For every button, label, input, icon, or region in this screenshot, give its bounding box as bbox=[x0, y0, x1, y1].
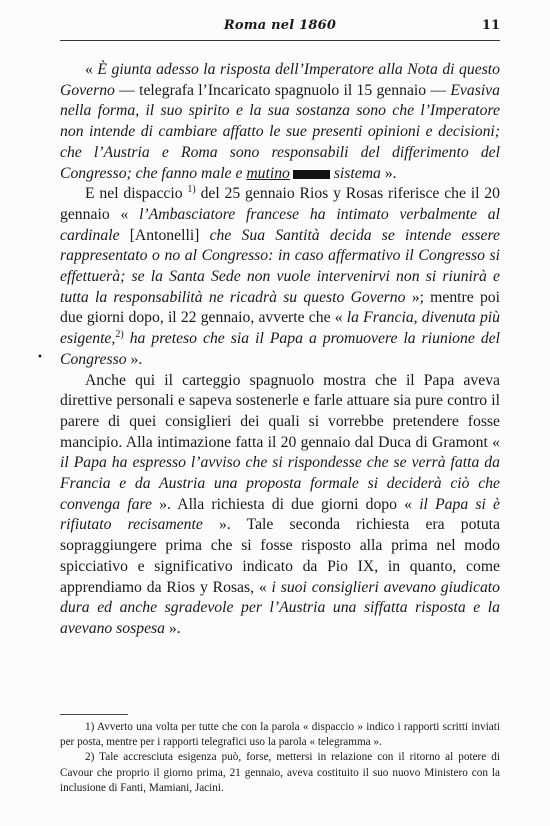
text-run: ». Alla richiesta di due giorni dopo « bbox=[151, 495, 420, 513]
paragraph bbox=[60, 184, 500, 370]
text-run: ». bbox=[165, 619, 181, 637]
footnote-ref: 2) bbox=[115, 328, 124, 340]
text-run: [Antonelli] bbox=[129, 226, 210, 244]
header-rule bbox=[60, 40, 500, 41]
footnote-number: 2) bbox=[85, 751, 95, 764]
italic-run: il Papa ha espresso l’avviso che si rispondesse che se verrà fatta da Francia e da Austria una proposta formale si deciderà ciò che convenga fare bbox=[60, 454, 500, 513]
text-run: E nel dispaccio bbox=[85, 185, 188, 203]
italic-run: ha preteso che sia il Papa a promuovere la riunione del Congresso bbox=[60, 330, 501, 368]
italic-run: il Papa si è rifiutato recisamente bbox=[60, 495, 501, 534]
text-run: »; mentre poi due giorni dopo, il 22 gennaio, avverte che « bbox=[60, 288, 500, 327]
italic-run: È giunta adesso la risposta dell’Imperatore alla Nota di questo Governo bbox=[60, 61, 501, 99]
italic-run: l’Ambasciatore francese ha intimato verbalmente al cardinale bbox=[60, 205, 500, 244]
footnotes bbox=[60, 720, 500, 796]
text-run: « bbox=[85, 61, 98, 78]
italic-run: che Sua Santità decida se intende essere rappresentato o no al Congresso: in caso affermativo il Congresso si effettuerà; se la Santa Sede non vuole intervenirvi non si riunirà e tutta la responsabilità ne ricadrà su questo Governo bbox=[60, 226, 500, 306]
text-run: ». bbox=[380, 164, 397, 182]
margin-mark: • bbox=[37, 352, 43, 363]
text-run: — telegrafa l’Incaricato spagnuolo il 15 gennaio — bbox=[114, 81, 451, 99]
footnote-text: Tale accresciuta esigenza può, forse, mettersi in relazione con il ritorno al potere di Cavour che proprio il giorno prima, 21 gennaio, aveva costituito il suo nuovo Ministero con la inclusione di Fanti, Mamiani, Jacini. bbox=[60, 751, 500, 794]
running-head bbox=[60, 18, 500, 42]
underlined-run: mutino bbox=[246, 164, 290, 182]
footnote-ref: 1) bbox=[187, 183, 196, 195]
footnote-rule bbox=[60, 714, 128, 715]
body-text bbox=[60, 60, 500, 640]
footnote bbox=[60, 720, 500, 750]
italic-run: i suoi consiglieri avevano giudicato dura ed anche sgradevole per l’Austria una siffatta risposta e la avevano sospesa bbox=[60, 578, 500, 637]
text-run: Anche qui il carteggio spagnuolo mostra che il Papa aveva direttive personali e sapeva sostenerle e farle attuare sia pure contro il parere di quei consiglieri dei quali si vorrebbe pretendere fosse mancipio. Alla intimazione fatta il 20 gennaio dal Duca di Gramont « bbox=[60, 371, 500, 451]
italic-run: sistema bbox=[329, 164, 381, 182]
text-run: ». Tale seconda richiesta era potuta sopraggiungere prima che si fosse risposto alla prima nel modo spicciativo e significativo indicato da Pio IX, in quanto, come apprendiamo da Rios y Rosas, « bbox=[60, 516, 500, 596]
page-number: 11 bbox=[481, 18, 500, 33]
italic-run: la Francia, divenuta più esigente, bbox=[60, 309, 500, 348]
footnote-text: Avverto una volta per tutte che con la parola « dispaccio » indico i rapporti scritti inviati per posta, mentre per i rapporti telegrafici uso la parola « telegramma ». bbox=[60, 721, 500, 749]
footnote-number: 1) bbox=[85, 721, 95, 733]
ink-blot bbox=[293, 170, 330, 179]
running-title: Roma nel 1860 bbox=[223, 18, 337, 33]
text-run: del 25 gennaio Rios y Rosas riferisce che il 20 gennaio « bbox=[60, 185, 500, 223]
paragraph bbox=[60, 60, 500, 184]
footnote bbox=[60, 750, 500, 796]
paragraph bbox=[60, 371, 500, 640]
text-run: ». bbox=[126, 350, 143, 368]
italic-run: Evasiva nella forma, il suo spirito e la sua sostanza sono che l’Imperatore non intende di cambiare affatto le sue presenti opinioni e decisioni; che l’Austria e Roma sono responsabili del differimento del Congresso; che fanno male e bbox=[60, 81, 500, 182]
